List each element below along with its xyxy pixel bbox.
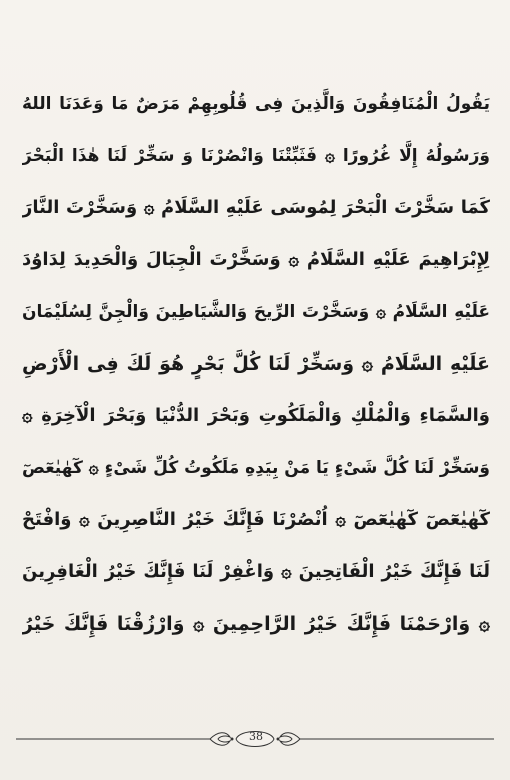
text-line-11: ۞ وَارْحَمْنَا فَإِنَّكَ خَيْرُ الرَّاحِمِينَ ۞ وَارْزُقْنَا فَإِنَّكَ خَيْرُ [22,613,490,635]
text-line-2: وَرَسُولُهُ إِلَّا غُرُورًا ۞ فَثَبِّتْنَا وَانْصُرْنَا وَ سَخِّرْ لَنَا هٰذَا الْبَحْرَ [22,146,490,166]
text-line-7: وَالسَّمَاءِ وَالْمُلْكِ وَالْمَلَكُوتِ وَبَحْرَ الدُّنْيَا وَبَحْرَ الْآخِرَةِ ۞ [22,405,490,426]
arabic-text-block [22,78,490,650]
text-line-1: يَقُولُ الْمُنَافِقُونَ وَالَّذِينَ فِى قُلُوبِهِمْ مَرَضٌ مَا وَعَدَنَا اللهُ [22,94,490,114]
text-line-5: عَلَيْهِ السَّلَامُ ۞ وَسَخَّرْتَ الرِّيحَ وَالشَّيَاطِينَ وَالْجِنَّ لِسُلَيْمَانَ [22,302,490,322]
text-line-4: لِإِبْرَاهِيمَ عَلَيْهِ السَّلَامُ ۞ وَسَخَّرْتَ الْجِبَالَ وَالْحَدِيدَ لِدَاوُدَ [22,249,490,270]
text-line-3: كَمَا سَخَّرْتَ الْبَحْرَ لِمُوسَى عَلَيْهِ السَّلَامُ ۞ وَسَخَّرْتَ النَّارَ [22,197,490,218]
text-line-6: عَلَيْهِ السَّلَامُ ۞ وَسَخِّرْ لَنَا كُلَّ بَحْرٍ هُوَ لَكَ فِى الْأَرْضِ [22,353,490,375]
text-line-8: وَسَخِّرْ لَنَا كُلَّ شَىْءٍ يَا مَنْ بِيَدِهِ مَلَكُوتُ كُلِّ شَىْءٍ ۞ كٓهٰيٰعٓصٓ [22,458,490,478]
page-footer-ornament [14,726,496,752]
page-number: 38 [249,730,263,743]
text-line-10: لَنَا فَإِنَّكَ خَيْرُ الْفَاتِحِينَ ۞ وَاغْفِرْ لَنَا فَإِنَّكَ خَيْرُ الْغَافِرِينَ [22,561,490,582]
text-line-9: كٓهٰيٰعٓصٓ كٓهٰيٰعٓصٓ ۞ اُنْصُرْنَا فَإِنَّكَ خَيْرُ النَّاصِرِينَ ۞ وَافْتَحْ [22,509,490,530]
